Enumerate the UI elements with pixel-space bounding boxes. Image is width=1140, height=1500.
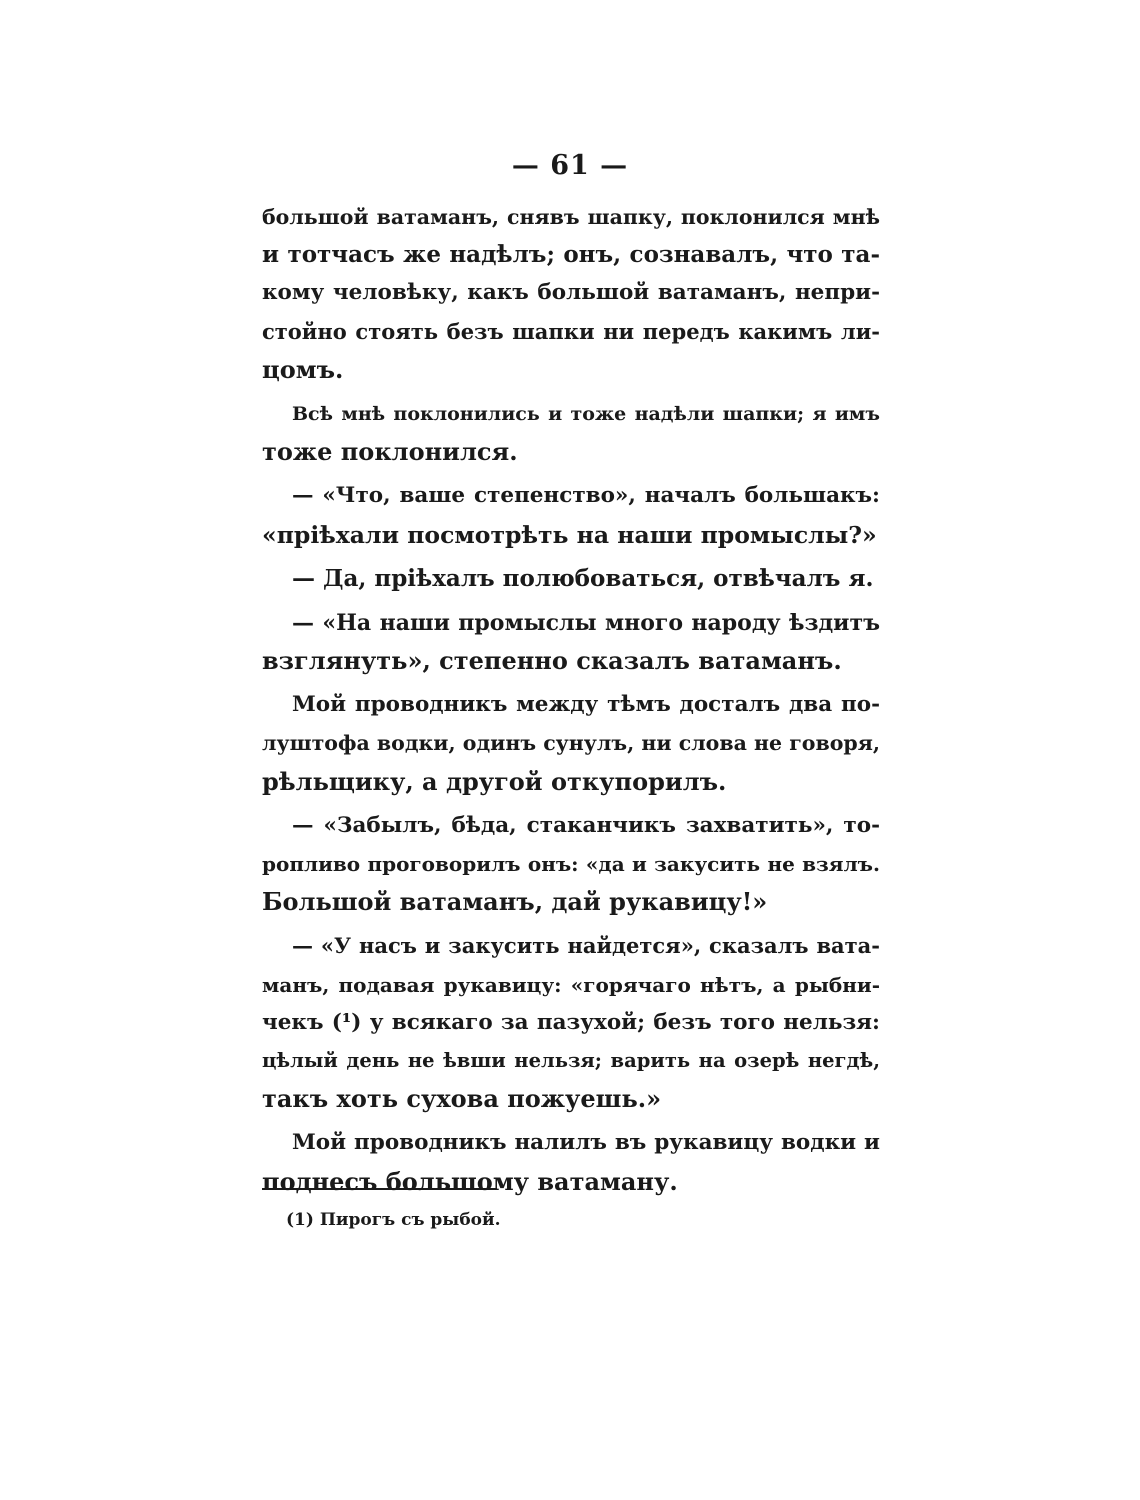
text-line: взглянуть», степенно сказалъ ватаманъ.: [262, 646, 842, 676]
text-line: ропливо проговорилъ онъ: «да и закусить не взялъ.: [262, 852, 880, 876]
text-line: большой ватаманъ, снявъ шапку, поклонился мнѣ: [262, 205, 880, 229]
text-line: — «На наши промыслы много народу ѣздитъ: [292, 609, 880, 636]
paragraph: [262, 927, 880, 1118]
text-line: тоже поклонился.: [262, 437, 518, 467]
text-line: Большой ватаманъ, дай рукавицу!»: [262, 887, 768, 917]
text-line: Всѣ мнѣ поклонились и тоже надѣли шапки; я имъ: [292, 402, 880, 425]
text-line: кому человѣку, какъ большой ватаманъ, непри-: [262, 280, 880, 306]
paragraph: [262, 807, 880, 922]
text-line: манъ, подавая рукавицу: «горячаго нѣтъ, а рыбни-: [262, 972, 880, 997]
text-line: цомъ.: [262, 354, 344, 384]
paragraph: [262, 198, 880, 389]
text-line: Мой проводникъ налилъ въ рукавицу водки и: [292, 1130, 880, 1156]
body-text: [262, 198, 880, 1201]
paragraph: [262, 477, 880, 553]
text-line: рѣльщику, а другой откупорилъ.: [262, 766, 727, 796]
paragraph: [262, 686, 880, 801]
page-number: — 61 —: [511, 150, 629, 181]
text-line: луштофа водки, одинъ сунулъ, ни слова не говоря,: [262, 731, 880, 756]
text-line: цѣлый день не ѣвши нельзя; варить на озерѣ негдѣ,: [262, 1048, 880, 1072]
text-line: — «Что, ваше степенство», началъ большакъ:: [292, 483, 880, 509]
text-line: — Да, пріѣхалъ полюбоваться, отвѣчалъ я.: [292, 564, 874, 592]
footnote: (1) Пирогъ съ рыбой.: [286, 1210, 501, 1230]
text-line: чекъ (¹) у всякаго за пазухой; безъ того нельзя:: [262, 1009, 880, 1035]
text-line: Мой проводникъ между тѣмъ досталъ два по-: [292, 692, 880, 718]
paragraph: [262, 560, 880, 598]
text-line: «пріѣхали посмотрѣть на наши промыслы?»: [262, 520, 877, 549]
text-line: — «Забылъ, бѣда, стаканчикъ захватить», то-: [292, 812, 880, 838]
text-line: поднесъ большому ватаману.: [262, 1166, 678, 1196]
text-line: — «У насъ и закусить найдется», сказалъ вата-: [292, 933, 880, 959]
text-line: такъ хоть сухова пожуешь.»: [262, 1084, 662, 1114]
text-line: стойно стоять безъ шапки ни передъ какимъ ли-: [262, 318, 880, 344]
paragraph: [262, 604, 880, 680]
footnote-divider: [262, 1188, 496, 1190]
text-line: и тотчасъ же надѣлъ; онъ, сознавалъ, что та-: [262, 241, 880, 269]
paragraph: [262, 395, 880, 471]
